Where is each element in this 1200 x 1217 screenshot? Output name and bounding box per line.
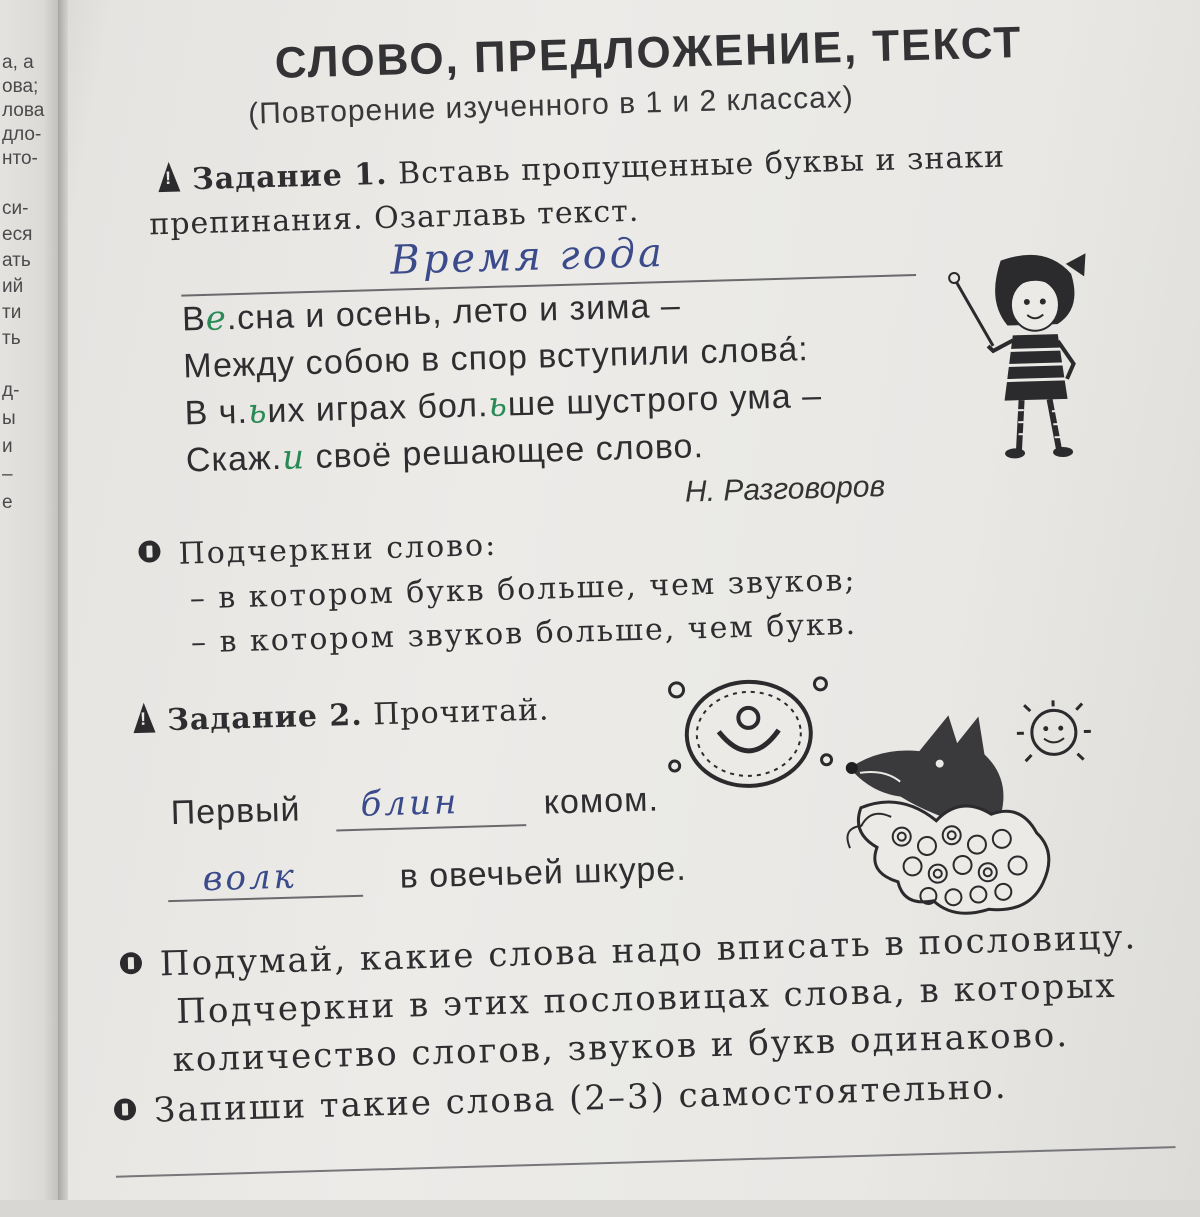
left-fragment: е: [2, 492, 13, 513]
wolf-in-sheep-skin-illustration: [838, 691, 1124, 924]
subtask-item-1: – в котором букв больше, чем звуков;: [189, 562, 857, 617]
poem-line-4: Скаж.и своё решающее слово.: [185, 427, 705, 480]
poem-line-2: Между собою в спор вступили слова́:: [182, 330, 810, 386]
task1-label: Задание 1.: [191, 156, 389, 198]
proverb1-end: комом.: [543, 780, 660, 822]
bottom-task-2: Запиши такие слова (2–3) самостоятельно.: [153, 1066, 1008, 1131]
task1-instruction-1: Вставь пропущенные буквы и знаки: [397, 139, 1006, 192]
bottom-task-1-line-1: Подумай, какие слова надо вписать в пословицу.: [159, 917, 1138, 985]
subtask-item-2: – в котором звуков больше, чем букв.: [190, 606, 858, 661]
left-fragment: нто-: [2, 148, 38, 169]
page-subtitle: (Повторение изученного в 1 и 2 классах): [247, 80, 855, 131]
left-fragment: ти: [2, 302, 22, 323]
poem-line-3: В ч.ьих играх бол.ьше шустрого ума –: [184, 376, 823, 433]
task2-label: Задание 2.: [166, 697, 364, 739]
left-fragment: ы: [2, 408, 16, 429]
handwritten-title: Время года: [389, 230, 666, 284]
left-fragment: а, а: [2, 52, 34, 73]
proverb2-end: в овечьей шкуре.: [399, 849, 688, 896]
proverb1-answer-line[interactable]: [336, 824, 526, 831]
pancake-sun-illustration: [662, 674, 835, 799]
left-fragment: еся: [2, 224, 33, 245]
left-fragment: –: [2, 464, 13, 485]
left-fragment: д-: [2, 380, 20, 401]
left-fragment: ова;: [2, 76, 39, 97]
warning-triangle-icon: [133, 702, 156, 733]
girl-with-pointer-illustration: [945, 248, 1101, 462]
poem-author: Н. Разговоров: [684, 470, 886, 509]
left-fragment: си-: [2, 198, 29, 219]
bottom-task-1-line-3: количество слогов, звуков и букв одинаково.: [172, 1015, 1070, 1081]
left-fragment: ать: [2, 250, 31, 271]
bottom-task-1-line-2: Подчеркни в этих пословицах слова, в которых: [175, 965, 1118, 1032]
page-title: СЛОВО, ПРЕДЛОЖЕНИЕ, ТЕКСТ: [274, 18, 1023, 88]
writing-line[interactable]: [116, 1146, 1176, 1178]
subtask-title-row: [138, 528, 498, 573]
task2-instruction: Прочитай.: [372, 692, 550, 733]
poem: [181, 279, 824, 485]
warning-triangle-icon: [158, 162, 181, 193]
left-fragment: лова: [2, 100, 45, 121]
left-fragment: ть: [2, 328, 21, 349]
subtask-title: Подчеркни слово:: [178, 527, 498, 572]
info-bullet-icon: [138, 540, 161, 563]
task1-header: [158, 139, 1006, 199]
poem-line-1: Ве.сна и осень, лето и зима –: [181, 286, 682, 339]
proverb1-start: Первый: [170, 790, 302, 833]
task1-instruction-2: препинания. Озаглавь текст.: [148, 193, 640, 243]
proverb1-answer: блин: [360, 782, 460, 825]
proverb2-answer: волк: [202, 856, 298, 900]
left-fragment: и: [2, 436, 13, 457]
left-fragment: ий: [2, 276, 24, 297]
info-bullet-icon: [114, 1098, 137, 1121]
task2-header: [133, 691, 550, 739]
info-bullet-icon: [120, 952, 143, 975]
left-fragment: дло-: [2, 124, 42, 145]
